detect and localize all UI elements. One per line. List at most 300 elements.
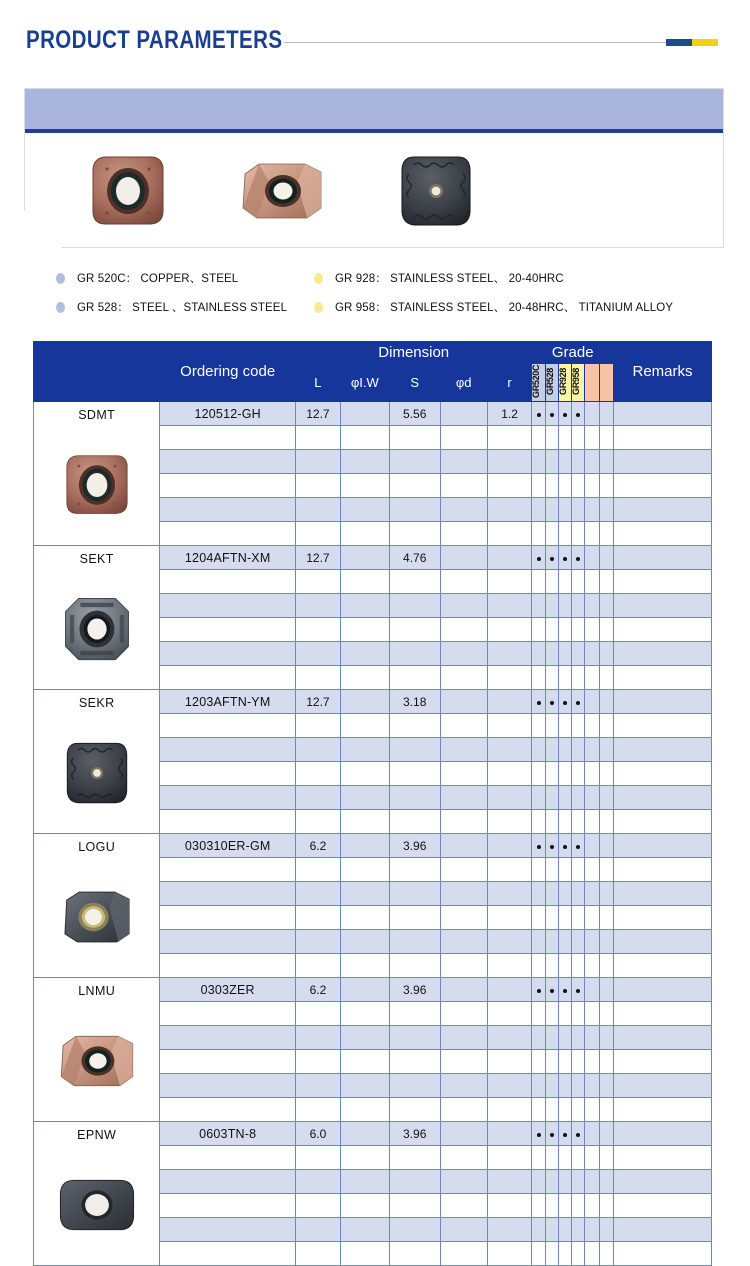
dim-r-cell [487,882,532,906]
grade-spare-2-cell [599,474,613,498]
grade-gr520c-cell [532,882,545,906]
grade-gr958-cell [572,498,585,522]
grade-spare-2-cell [599,1074,613,1098]
grade-gr958-cell [572,1170,585,1194]
remarks-cell [614,786,712,810]
grade-gr928-cell [558,810,571,834]
grade-gr528-cell [545,738,558,762]
header-grade-group: Grade [532,342,614,364]
dim-r-cell [487,666,532,690]
grade-gr520c-cell [532,1098,545,1122]
remarks-cell [614,738,712,762]
grade-gr928-cell [558,906,571,930]
grade-spare-2-cell [599,426,613,450]
grade-gr958-cell [572,1194,585,1218]
section-label-cell-sdmt [34,402,160,546]
ordering-code-cell [160,618,296,642]
ordering-code-cell [160,1146,296,1170]
ordering-code-cell [160,498,296,522]
dim-d-cell [440,954,487,978]
ordering-code-cell: 1204AFTN-XM [160,546,296,570]
dim-d-cell [440,450,487,474]
dim-l-cell: 12.7 [295,690,340,714]
grade-spare-1-cell [585,954,599,978]
dim-d-cell [440,738,487,762]
grade-gr928-cell [558,1122,571,1146]
grade-gr528-cell [545,1122,558,1146]
grade-gr928-cell [558,762,571,786]
remarks-cell [614,858,712,882]
remarks-cell [614,522,712,546]
grade-dot-icon [537,989,541,993]
grade-gr958-cell [572,762,585,786]
grade-gr958-cell [572,714,585,738]
epnw-insert-icon [54,1144,140,1265]
grade-spare-1-cell [585,594,599,618]
dim-l-cell [295,1002,340,1026]
legend-dot-icon [314,273,323,284]
grade-gr958-cell [572,930,585,954]
dim-s-cell: 5.56 [389,402,440,426]
dim-l-cell [295,450,340,474]
dim-r-cell [487,1050,532,1074]
remarks-cell [614,1242,712,1266]
grade-gr928-cell [558,858,571,882]
grade-gr520c-cell [532,786,545,810]
grade-spare-1-cell [585,474,599,498]
ordering-code-cell [160,642,296,666]
dim-r-cell [487,834,532,858]
grade-gr528-cell [545,762,558,786]
dim-s-cell [389,498,440,522]
grade-spare-2-cell [599,738,613,762]
grade-spare-2-cell [599,570,613,594]
grade-spare-2-cell [599,858,613,882]
dim-iw-cell [340,1242,389,1266]
grade-gr958-cell [572,954,585,978]
grade-spare-1-cell [585,906,599,930]
grade-dot-icon [563,413,567,417]
dim-d-cell [440,810,487,834]
grade-gr958-cell [572,474,585,498]
ordering-code-cell [160,450,296,474]
grade-spare-2-cell [599,882,613,906]
grade-gr528-cell [545,786,558,810]
grade-gr528-cell [545,1098,558,1122]
dim-l-cell [295,786,340,810]
grade-dot-icon [537,557,541,561]
section-label: EPNW [77,1128,117,1142]
dim-l-cell: 6.2 [295,978,340,1002]
dim-s-cell [389,642,440,666]
dim-iw-cell [340,1194,389,1218]
table-row [34,690,712,714]
grade-gr958-cell [572,666,585,690]
grade-spare-1-cell [585,1146,599,1170]
grade-spare-2-cell [599,714,613,738]
grade-gr528-cell [545,1170,558,1194]
dim-l-cell: 6.0 [295,1122,340,1146]
dim-d-cell [440,1170,487,1194]
dim-s-cell: 3.96 [389,1122,440,1146]
grade-gr528-cell [545,834,558,858]
legend-dot-icon [314,302,323,313]
ordering-code-cell [160,738,296,762]
grade-spare-1-cell [585,810,599,834]
ordering-code-cell [160,1026,296,1050]
legend-item-gr928 [314,270,564,286]
grade-dot-icon [537,413,541,417]
grade-gr520c-cell [532,858,545,882]
remarks-cell [614,882,712,906]
ordering-code-cell [160,810,296,834]
grade-gr520c-cell [532,666,545,690]
ordering-code-cell [160,594,296,618]
grade-gr958-cell [572,738,585,762]
grade-gr528-cell [545,954,558,978]
grade-dot-icon [563,701,567,705]
legend-item-gr958 [314,299,673,315]
grade-spare-2-cell [599,834,613,858]
grade-spare-1-cell [585,1218,599,1242]
grade-gr520c-cell [532,1146,545,1170]
grade-gr528-cell [545,1218,558,1242]
grade-gr528-cell [545,930,558,954]
dim-d-cell [440,882,487,906]
dim-iw-cell [340,522,389,546]
grade-gr958-cell [572,618,585,642]
dim-r-cell [487,642,532,666]
dim-s-cell [389,1170,440,1194]
grade-gr928-cell [558,1218,571,1242]
dim-iw-cell [340,714,389,738]
remarks-cell [614,1098,712,1122]
ordering-code-cell [160,906,296,930]
ordering-code-cell [160,762,296,786]
dim-d-cell [440,642,487,666]
grade-spare-1-cell [585,738,599,762]
dim-iw-cell [340,690,389,714]
product-parameters-table [33,341,712,1266]
grade-gr520c-cell [532,618,545,642]
remarks-cell [614,1146,712,1170]
remarks-cell [614,954,712,978]
dim-l-cell [295,1026,340,1050]
dim-d-cell [440,1242,487,1266]
grade-gr928-cell [558,834,571,858]
dim-iw-cell [340,570,389,594]
header-grade-gr520c: GR520C [532,364,545,402]
grade-dot-icon [550,1133,554,1137]
grade-gr528-cell [545,450,558,474]
dim-s-cell [389,1146,440,1170]
grade-gr528-cell [545,1002,558,1026]
remarks-cell [614,1074,712,1098]
grade-gr958-cell [572,1026,585,1050]
dim-iw-cell [340,666,389,690]
legend-dot-icon [56,273,65,284]
grade-spare-1-cell [585,690,599,714]
dim-s-cell: 4.76 [389,546,440,570]
remarks-cell [614,978,712,1002]
dim-l-cell [295,1218,340,1242]
grade-dot-icon [550,845,554,849]
header-dim-l: L [295,364,340,402]
grade-spare-1-cell [585,858,599,882]
dim-iw-cell [340,402,389,426]
grade-gr528-cell [545,594,558,618]
dim-s-cell [389,714,440,738]
grade-spare-2-cell [599,954,613,978]
dim-s-cell [389,1026,440,1050]
dim-r-cell [487,1122,532,1146]
sekr-insert-icon [396,152,476,230]
dim-d-cell [440,618,487,642]
lnmu-insert-icon [235,158,329,224]
grade-gr958-cell [572,1146,585,1170]
grade-gr520c-cell [532,402,545,426]
header-grade-spare-1 [585,364,599,402]
dim-iw-cell [340,1026,389,1050]
grade-gr520c-cell [532,498,545,522]
grade-spare-1-cell [585,618,599,642]
grade-gr520c-cell [532,1242,545,1266]
remarks-cell [614,690,712,714]
dim-s-cell [389,882,440,906]
grade-spare-2-cell [599,690,613,714]
grade-gr928-cell [558,666,571,690]
ordering-code-cell [160,858,296,882]
grade-spare-1-cell [585,546,599,570]
grade-spare-1-cell [585,498,599,522]
grade-spare-1-cell [585,834,599,858]
grade-gr928-cell [558,930,571,954]
grade-spare-2-cell [599,594,613,618]
dim-l-cell: 12.7 [295,402,340,426]
ordering-code-cell [160,522,296,546]
remarks-cell [614,402,712,426]
grade-gr528-cell [545,690,558,714]
grade-spare-1-cell [585,426,599,450]
dim-d-cell [440,930,487,954]
grade-spare-1-cell [585,762,599,786]
grade-spare-1-cell [585,450,599,474]
grade-gr528-cell [545,1026,558,1050]
dim-d-cell [440,1002,487,1026]
page-header [0,18,750,62]
grade-spare-1-cell [585,786,599,810]
dim-l-cell [295,594,340,618]
grade-gr928-cell [558,738,571,762]
grade-spare-1-cell [585,1170,599,1194]
dim-s-cell [389,1050,440,1074]
ordering-code-cell [160,666,296,690]
grade-gr520c-cell [532,834,545,858]
dim-d-cell [440,1146,487,1170]
dim-iw-cell [340,1146,389,1170]
dim-r-cell [487,1242,532,1266]
dim-r-cell [487,906,532,930]
grade-gr520c-cell [532,1122,545,1146]
grade-spare-2-cell [599,1098,613,1122]
grade-spare-2-cell [599,402,613,426]
dim-l-cell: 12.7 [295,546,340,570]
ordering-code-cell: 0603TN-8 [160,1122,296,1146]
grade-gr928-cell [558,618,571,642]
grade-dot-icon [537,845,541,849]
dim-l-cell [295,618,340,642]
grade-gr958-cell [572,882,585,906]
grade-spare-1-cell [585,522,599,546]
grade-gr958-cell [572,570,585,594]
ordering-code-cell [160,954,296,978]
grade-gr958-cell [572,1098,585,1122]
dim-d-cell [440,906,487,930]
dim-d-cell [440,1026,487,1050]
dim-s-cell [389,522,440,546]
dim-r-cell [487,594,532,618]
grade-gr928-cell [558,1002,571,1026]
grade-spare-2-cell [599,642,613,666]
dim-d-cell [440,1074,487,1098]
dim-iw-cell [340,1002,389,1026]
dim-s-cell [389,594,440,618]
dim-l-cell [295,954,340,978]
grade-gr528-cell [545,906,558,930]
grade-gr520c-cell [532,930,545,954]
section-label-cell-epnw [34,1122,160,1266]
ordering-code-cell [160,714,296,738]
showcase-product-2 [227,145,337,237]
ordering-code-cell [160,1050,296,1074]
grade-gr520c-cell [532,1050,545,1074]
dim-r-cell [487,1026,532,1050]
grade-gr520c-cell [532,810,545,834]
grade-gr520c-cell [532,978,545,1002]
dim-l-cell [295,906,340,930]
grade-gr928-cell [558,1074,571,1098]
dim-d-cell [440,978,487,1002]
grade-gr958-cell [572,690,585,714]
grade-gr528-cell [545,810,558,834]
grade-spare-2-cell [599,978,613,1002]
grade-gr928-cell [558,1194,571,1218]
ordering-code-cell: 1203AFTN-YM [160,690,296,714]
remarks-cell [614,642,712,666]
grade-gr528-cell [545,1146,558,1170]
grade-spare-2-cell [599,1194,613,1218]
dim-s-cell [389,1098,440,1122]
grade-spare-2-cell [599,1002,613,1026]
grade-dot-icon [576,1133,580,1137]
grade-gr958-cell [572,594,585,618]
dim-l-cell [295,858,340,882]
dim-r-cell [487,762,532,786]
grade-gr958-cell [572,642,585,666]
dim-r-cell [487,858,532,882]
dim-l-cell [295,498,340,522]
dim-d-cell [440,834,487,858]
grade-gr958-cell [572,978,585,1002]
dim-l-cell [295,930,340,954]
grade-gr528-cell [545,402,558,426]
dim-iw-cell [340,978,389,1002]
legend-label: GR 528： STEEL 、STAINLESS STEEL [77,302,288,314]
dim-iw-cell [340,426,389,450]
grade-gr528-cell [545,498,558,522]
legend-label: GR 928： STAINLESS STEEL、 20-40HRC [335,273,564,285]
grade-gr520c-cell [532,762,545,786]
dim-d-cell [440,522,487,546]
grade-gr520c-cell [532,690,545,714]
dim-r-cell [487,786,532,810]
dim-r-cell [487,714,532,738]
grade-gr958-cell [572,810,585,834]
grade-gr958-cell [572,450,585,474]
header-dim-iw: φI.W [340,364,389,402]
table-row [34,834,712,858]
grade-gr528-cell [545,546,558,570]
grade-gr528-cell [545,522,558,546]
dim-l-cell [295,762,340,786]
table-row [34,402,712,426]
header-grade-spare-2 [599,364,613,402]
dim-s-cell: 3.96 [389,978,440,1002]
section-label: SDMT [78,408,116,422]
grade-gr928-cell [558,1146,571,1170]
grade-gr928-cell [558,1050,571,1074]
grade-gr928-cell [558,786,571,810]
grade-spare-1-cell [585,1122,599,1146]
remarks-cell [614,714,712,738]
grade-gr520c-cell [532,474,545,498]
grade-gr958-cell [572,1050,585,1074]
dim-iw-cell [340,618,389,642]
grade-dot-icon [537,1133,541,1137]
dim-s-cell [389,1218,440,1242]
grade-gr520c-cell [532,594,545,618]
dim-s-cell [389,906,440,930]
grade-spare-2-cell [599,1122,613,1146]
grade-gr958-cell [572,786,585,810]
dim-r-cell [487,522,532,546]
grade-dot-icon [563,845,567,849]
grade-dot-icon [550,989,554,993]
grade-gr928-cell [558,1170,571,1194]
grade-spare-1-cell [585,714,599,738]
dim-s-cell [389,666,440,690]
remarks-cell [614,762,712,786]
grade-gr520c-cell [532,1194,545,1218]
grade-gr928-cell [558,690,571,714]
dim-l-cell [295,1194,340,1218]
dim-r-cell [487,1098,532,1122]
ordering-code-cell [160,930,296,954]
dim-iw-cell [340,1098,389,1122]
dim-r-cell [487,810,532,834]
dim-s-cell [389,450,440,474]
grade-spare-2-cell [599,762,613,786]
section-label: SEKR [78,696,115,710]
dim-l-cell [295,426,340,450]
grade-spare-1-cell [585,402,599,426]
header-ordering-code: Ordering code [160,342,296,402]
remarks-cell [614,498,712,522]
grade-gr958-cell [572,858,585,882]
dim-l-cell [295,642,340,666]
lnmu-insert-icon [54,1000,140,1121]
remarks-cell [614,426,712,450]
